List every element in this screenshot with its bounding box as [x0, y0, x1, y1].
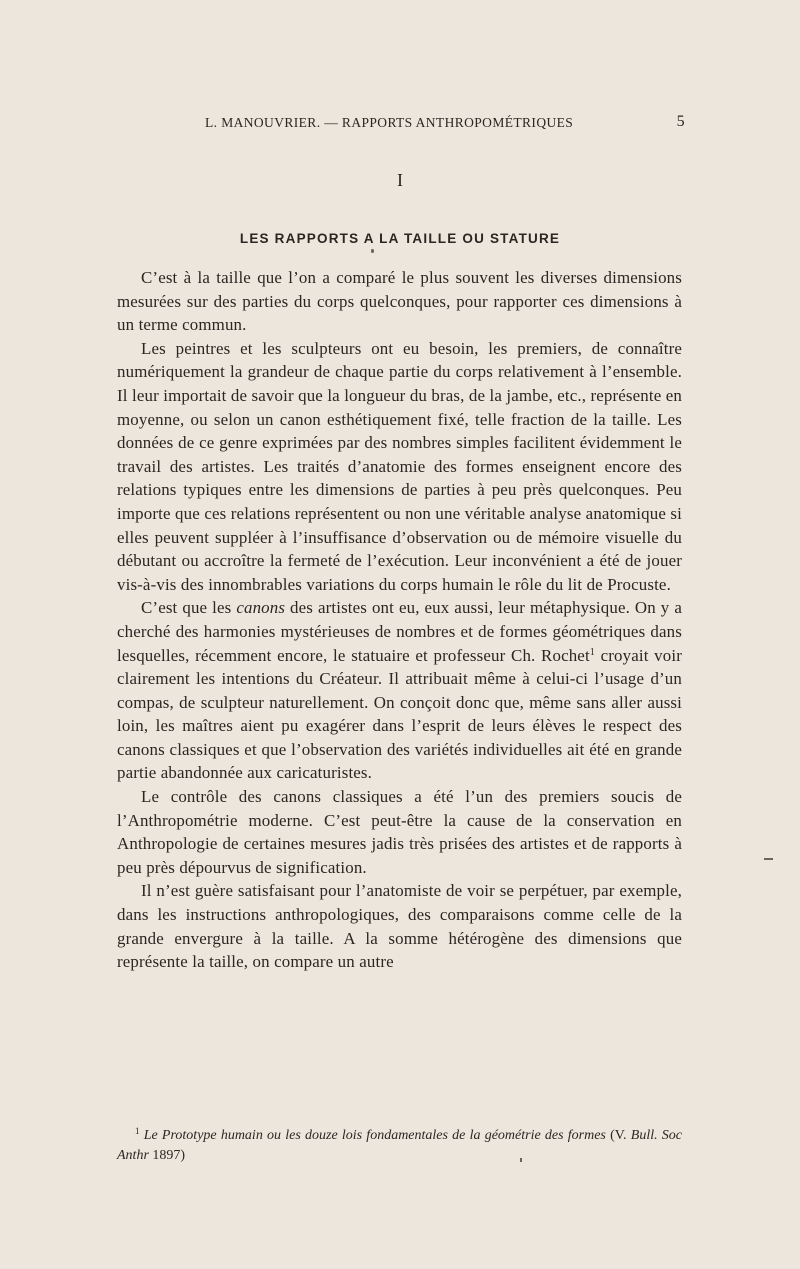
paragraph-3-text-b: des artistes ont eu, eux aussi, leur métaphysique. On y a cherché des harmonies mystérieuses de nombres et de formes géométriques dans lesquelles, récemment encore, le statuaire et professeur Ch. Rochet [117, 598, 683, 665]
footnote-title: Le Prototype humain ou les douze lois fondamentales de la géométrie des formes [143, 1128, 606, 1143]
footnote [117, 1126, 682, 1166]
paragraph-3-text-a: C’est que les [141, 598, 237, 618]
section-number: I [397, 170, 403, 190]
canons-emphasis: canons [236, 598, 286, 618]
paragraph-2: Les peintres et les sculpteurs ont eu besoin, les premiers, de connaître numériquement la grandeur de chaque partie du corps relativement à l’ensemble. Il leur importait de savoir que la longueur du bras, de la jambe, etc., représente en moyenne, ou selon un canon esthétiquement fixé, telle fraction de la taille. Les données de ce genre exprimées par des nombres simples facilitent évidemment le travail des artistes. Les traités d’anatomie des formes enseignent encore des relations typiques entre les dimensions de parties à peu près quelconques. Peu importe que ces relations représentent ou non une véritable analyse anatomique si elles peuvent suppléer à l’insuffisance d’observation ou de mémoire visuelle du débutant ou accroître la fermeté de l’exécution. Leur inconvénient a été de jouer vis-à-vis des innombrables variations du corps humain le rôle du lit de Procuste. [117, 338, 682, 594]
paragraph-4: Le contrôle des canons classiques a été l’un des premiers soucis de l’Anthropométrie moderne. C’est peut-être la cause de la conservation en Anthropologie de certaines mesures jadis très prisées des artistes et de rapports à peu près dépourvus de signification. [117, 787, 682, 877]
footnote-reference: 1 [589, 646, 595, 658]
footnote-ref-b: 1897) [148, 1148, 186, 1163]
speck-mark [764, 858, 773, 860]
page-number: 5 [676, 113, 685, 130]
footnote-number: 1 [135, 1126, 140, 1136]
paragraph-3-text-c: croyait voir clairement les intentions du Créateur. Il attribuait même à celui-ci l’usage d’un compas, de sculpteur naturellement. On conçoit donc que, même sans aller aussi loin, les maîtres aient pu exagérer dans l’esprit de leurs élèves le respect des canons classiques et que l’observation des variétés individuelles ait été en grande partie abandonnée aux caricaturistes. [117, 645, 682, 783]
speck-mark [371, 249, 374, 253]
paragraph-1: C’est à la taille que l’on a comparé le plus souvent les diverses dimensions mesurées sur des parties du corps quelconques, pour rapporter ces dimensions à un terme commun. [117, 268, 682, 335]
paragraph-3 [117, 596, 682, 785]
running-head-title: L. MANOUVRIER. — RAPPORTS ANTHROPOMÉTRIQUES [205, 115, 574, 130]
paragraph-5: Il n’est guère satisfaisant pour l’anatomiste de voir se perpétuer, par exemple, dans les instructions anthropologiques, des comparaisons comme celle de la grande envergure à la taille. A la somme hétérogène des dimensions que représente la taille, on compare un autre [117, 881, 682, 972]
footnote-journal: Bull. Soc Anthr [117, 1128, 683, 1163]
section-title: LES RAPPORTS A LA TAILLE OU STATURE [239, 231, 561, 246]
body-text [117, 266, 682, 974]
footnote-ref-a: (V. [605, 1128, 631, 1143]
speck-mark [520, 1158, 522, 1162]
footnote-text [117, 1126, 682, 1166]
